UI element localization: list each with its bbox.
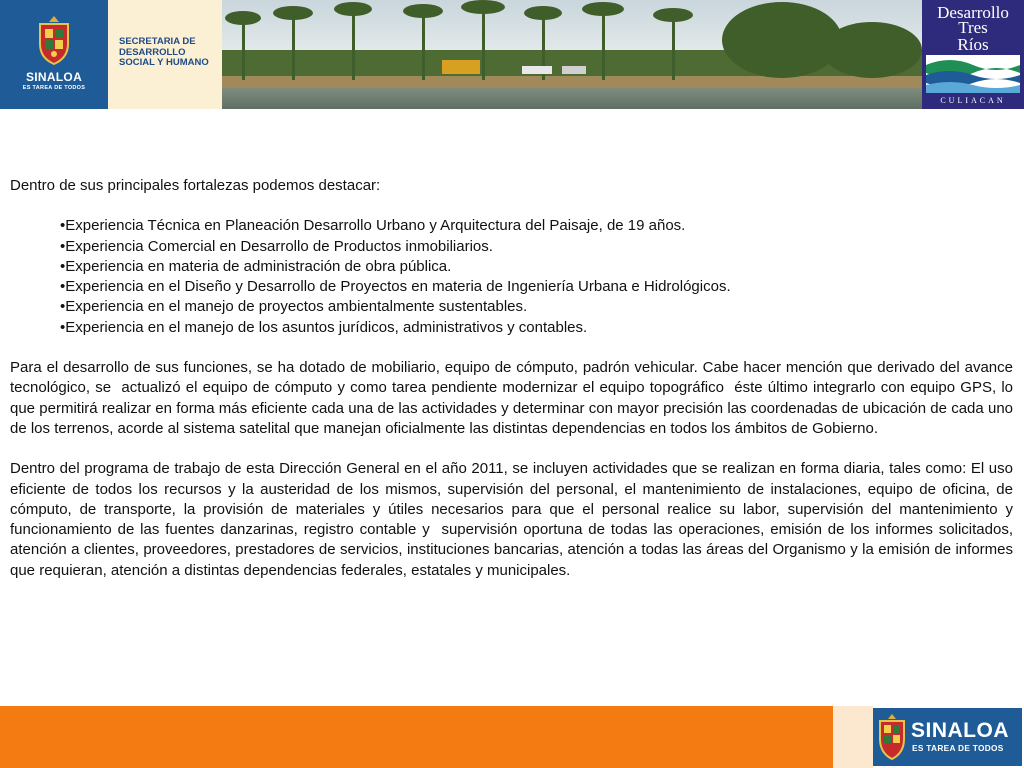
department-label xyxy=(108,0,222,109)
logo-line-3: Ríos xyxy=(957,35,989,54)
paragraph-work-program: Dentro del programa de trabajo de esta Dirección General en el año 2011, se incluyen actividades que se realizan en forma diaria, tales como: El uso eficiente de todos los recursos y la austeridad de los mismos, supervisión del personal, el mantenimiento de instalaciones, equipo de oficina, de cómputo, de transporte, la provisión de materiales y útiles necesarios para que el personal realice su labor, supervisión del mantenimiento y funcionamiento de las fuentes danzarinas, registro contable y supervisión oportuna de todas las operaciones, emisión de los informes solicitados, atención a clientes, proveedores, prestadores de servicios, instituciones bancarias, atención a todas las áreas del Organismo y la emisión de informes que requieran, atención a distintas dependencias federales, estatales y municipales. xyxy=(10,460,1018,579)
sinaloa-logo xyxy=(0,0,108,109)
list-item: •Experiencia Técnica en Planeación Desarrollo Urbano y Arquitectura del Paisaje, de 19 años. xyxy=(60,217,686,235)
logo-city: CULIACAN xyxy=(940,96,1006,105)
list-item: •Experiencia Comercial en Desarrollo de Productos inmobiliarios. xyxy=(60,237,493,255)
logo-line-2: Tres xyxy=(958,18,988,37)
logo-name: SINALOA xyxy=(25,70,83,84)
list-item: •Experiencia en el Diseño y Desarrollo de Proyectos en materia de Ingeniería Urbana e Hidrológicos. xyxy=(60,278,731,296)
list-item: •Experiencia en el manejo de los asuntos jurídicos, administrativos y contables. xyxy=(60,318,588,336)
footer-divider xyxy=(833,706,873,768)
landscape-image xyxy=(222,0,922,109)
lake-palms-photo xyxy=(222,0,922,109)
waves-icon xyxy=(926,55,1020,93)
footer-bar xyxy=(0,706,833,768)
intro-text: Dentro de sus principales fortalezas podemos destacar: xyxy=(10,177,381,194)
paragraph-equipment: Para el desarrollo de sus funciones, se ha dotado de mobiliario, equipo de cómputo, padrón vehicular. Cabe hacer mención que derivado del avance tecnológico, se actualizó el equipo de cómputo y como tarea pendiente modernizar el equipo topográfico éste último integrarlo con equipo GPS, lo que permitirá realizar en forma más eficiente cada una de las actividades y determinar con mayor precisión las coordenadas de ubicación de cada uno de los terrenos, acorde al sistema satelital que manejan oficialmente las distintas dependencias en todos los ámbitos de Gobierno. xyxy=(10,359,1018,437)
footer-logo-tagline: ES TAREA DE TODOS xyxy=(912,743,1004,753)
strengths-list xyxy=(10,216,1013,338)
desarrollo-tres-rios-logo xyxy=(922,0,1024,109)
logo-line-1: Desarrollo xyxy=(937,3,1009,22)
sinaloa-seal-icon xyxy=(877,713,907,761)
list-item: •Experiencia en el manejo de proyectos ambientalmente sustentables. xyxy=(60,298,528,316)
header-banner xyxy=(0,0,1024,109)
department-name: SECRETARIA DE DESARROLLO SOCIAL Y HUMANO xyxy=(119,36,209,68)
footer-sinaloa-logo xyxy=(873,708,1022,766)
footer-logo-name: SINALOA xyxy=(911,719,1009,742)
main-content xyxy=(10,176,1018,601)
logo-tagline: ES TAREA DE TODOS xyxy=(22,85,86,91)
sinaloa-seal-icon xyxy=(34,14,74,66)
list-item: •Experiencia en materia de administración de obra pública. xyxy=(60,257,452,275)
